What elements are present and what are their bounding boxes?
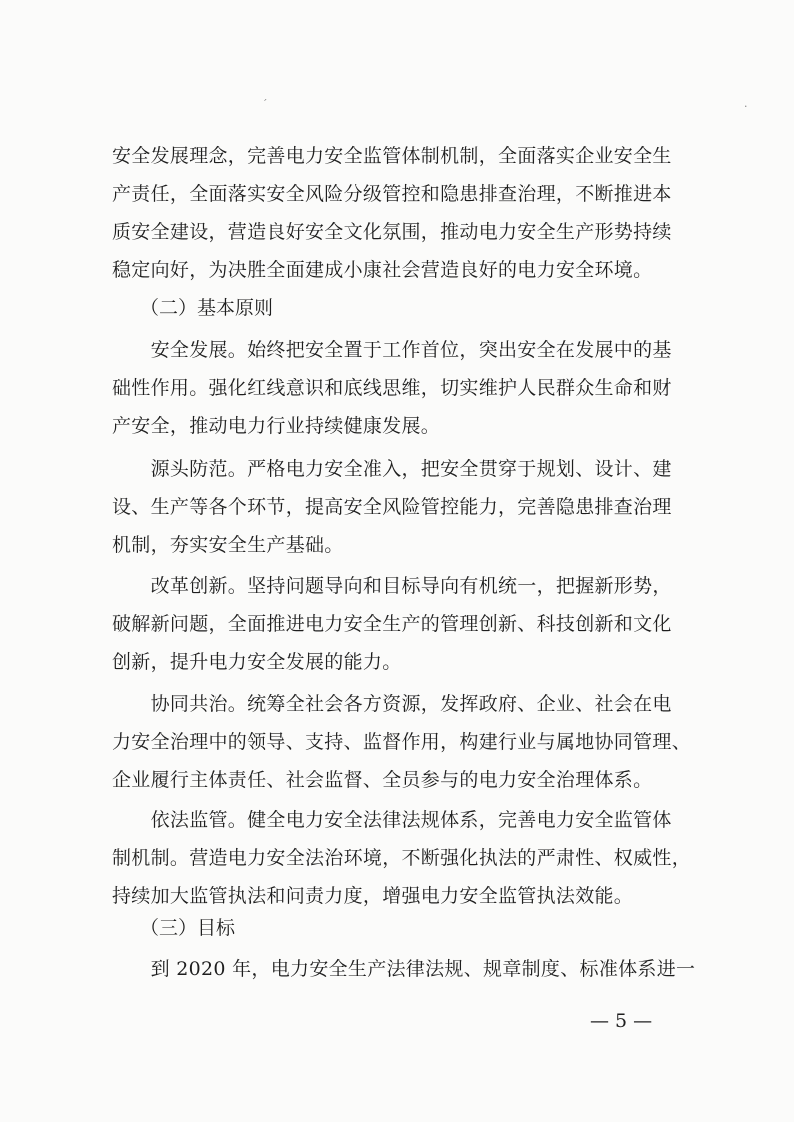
text-line: 设、生产等各个环节，提高安全风险管控能力，完善隐患排查治理 <box>112 496 672 518</box>
scan-speck: ˊ <box>262 98 268 111</box>
principle-reform-innovation <box>112 567 697 681</box>
scan-speck: · <box>744 100 748 113</box>
principle-source-prevention <box>112 450 697 564</box>
text-line: 产责任，全面落实安全风险分级管控和隐患排查治理，不断推进本 <box>112 183 672 205</box>
text-line: 依法监管。健全电力安全法律法规体系，完善电力安全监管体 <box>112 809 672 831</box>
principle-joint-governance <box>112 685 697 799</box>
text-line: 到 2020 年，电力安全生产法律法规、规章制度、标准体系进一 <box>112 958 696 980</box>
text-line: 础性作用。强化红线意识和底线思维，切实维护人民群众生命和财 <box>112 377 672 399</box>
text-line: 产安全，推动电力行业持续健康发展。 <box>112 415 441 437</box>
text-line: 力安全治理中的领导、支持、监督作用，构建行业与属地协同管理、 <box>112 731 692 753</box>
text-line: 安全发展理念，完善电力安全监管体制机制，全面落实企业安全生 <box>112 145 672 167</box>
text-line: 稳定向好，为决胜全面建成小康社会营造良好的电力安全环境。 <box>112 259 653 281</box>
text-line: 企业履行主体责任、社会监督、全员参与的电力安全治理体系。 <box>112 769 653 791</box>
text-line: 创新，提升电力安全发展的能力。 <box>112 651 402 673</box>
section-heading-basic-principles: （二）基本原则 <box>140 297 274 319</box>
text-line: 持续加大监管执法和问责力度，增强电力安全监管执法效能。 <box>112 885 634 907</box>
text-line: 协同共治。统筹全社会各方资源，发挥政府、企业、社会在电 <box>112 693 672 715</box>
page-number: — 5 — <box>590 1010 653 1032</box>
goal-paragraph <box>112 950 697 988</box>
principle-law-supervision <box>112 801 697 915</box>
text-line: 源头防范。严格电力安全准入，把安全贯穿于规划、设计、建 <box>112 458 672 480</box>
text-line: 改革创新。坚持问题导向和目标导向有机统一，把握新形势， <box>112 575 672 597</box>
text-line: 安全发展。始终把安全置于工作首位，突出安全在发展中的基 <box>112 339 672 361</box>
principle-safe-development <box>112 331 697 445</box>
text-line: 机制，夯实安全生产基础。 <box>112 534 344 556</box>
intro-paragraph <box>112 137 697 289</box>
section-heading-goals: （三）目标 <box>140 917 236 939</box>
text-line: 破解新问题，全面推进电力安全生产的管理创新、科技创新和文化 <box>112 613 672 635</box>
text-line: 制机制。营造电力安全法治环境，不断强化执法的严肃性、权威性， <box>112 847 692 869</box>
text-line: 质安全建设，营造良好安全文化氛围，推动电力安全生产形势持续 <box>112 221 672 243</box>
